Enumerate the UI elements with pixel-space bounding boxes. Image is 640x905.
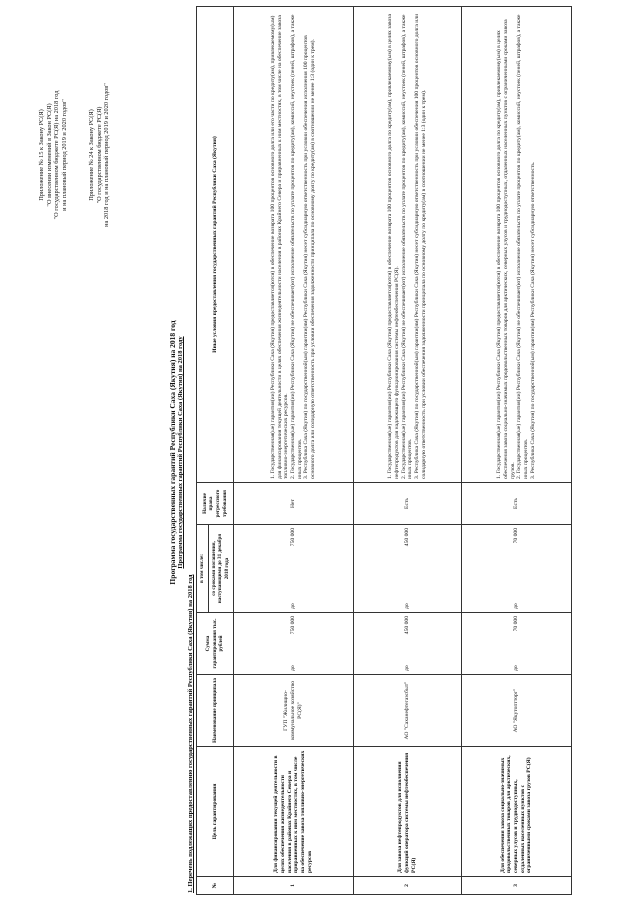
condition-item: 1. Государственная(ые) гарантия(ии) Республики Саха (Якутия) предоставляется(ются) в обеспечение возврата 100 процентов основного долга по кредиту(ам), привлекаемому(ым) в целях завоза нефтепродуктов для надлежащего функционирования системы нефтеобеспечения РС(Я). [387,14,400,479]
appendix-line: "О внесении изменений в Закон РС(Я) [45,103,53,207]
amount-prefix: до [289,665,296,671]
table-row [461,7,571,895]
amount-prefix: до [512,665,519,671]
cell-purpose: Для финансирования текущей деятельности в целях обеспечения жизнедеятельности населения в районах Крайнего Севера и приравненных к ним местностях, в том числе на обеспечение завоза топливно-энергетических ресурсов [233,747,353,877]
cell-num: 3 [461,877,571,895]
table-header-row [197,7,209,895]
cell-incl [461,525,571,613]
document-subtitle: Программа государственных гарантий Республики Саха (Якутия) на 2018 году [177,336,184,569]
condition-item: 1. Государственная(ые) гарантия(ии) Республики Саха (Якутия) предоставляется(ются) в обеспечение возврата 100 процентов основного долга по кредиту(ам), привлекаемому(ым) в целях обеспечения завоза социально-значимых продовольственных товаров для арктических, северных улусов и труднодоступных, отдаленных населенных пунктов с ограниченными сроками завоза грузов. [496,19,516,479]
incl-value: 70 000 [512,528,519,544]
table-row [233,7,353,895]
cell-regress: Есть [461,483,571,525]
header-num: № [197,877,234,895]
appendix-line: "О государственном бюджете РС(Я) на 2018 год [53,90,61,220]
cell-regress: Есть [353,483,461,525]
appendix-note-24 [88,15,111,295]
appendix-line: "О государственном бюджете РС(Я) [95,106,103,204]
cell-incl [353,525,461,613]
condition-item: 1. Государственная(ые) гарантия(ии) Республики Саха (Якутия) предоставляется(ются) в обеспечение возврата 100 процентов основного долга или его части по кредиту(ам), привлекаемому(ым) для финансирования текущей деятельности в целях обеспечения жизнедеятельности населения в районах Крайнего Севера и приравненных к ним местностях, в том числе на обеспечение завоза топливно-энергетических ресурсов. [269,15,290,479]
appendix-line: на 2018 год и на плановый период 2019 и 2020 годов" [103,83,111,227]
condition-item: 3. Республика Саха (Якутия) по государственной(ым) гарантии(ям) Республики Саха (Якутия) несет субсидиарную ответственность при условии обеспечения 100 процентов основного долга или солидарную ответственность при условии обеспечения задолженности принципала по основному долгу по кредиту(ам) в соотношении не менее 1:3 (один к трем). [414,13,427,479]
cell-amount [461,613,571,675]
guarantees-table [196,6,572,895]
condition-item: 2. Государственная(ые) гарантия(ии) Республики Саха (Якутия) не обеспечивает(ют) исполнение обязательств по уплате процентов по кредиту(ам), комиссий, неустоек (пеней, штрафов), а также иных процентов. [400,14,414,479]
cell-num: 2 [353,877,461,895]
amount-value: 750 000 [289,616,296,635]
cell-principal: АО "Якутоптторг" [461,675,571,747]
appendix-line: Приложение № 15 к Закону РС(Я) [38,109,45,201]
appendix-note-15 [38,15,68,295]
section-title: 1. Перечень подлежащих предоставлению государственных гарантий Республики Саха (Якутия) на 2018 год [187,574,194,893]
incl-value: 450 000 [403,528,410,547]
header-principal: Наименование принципала [197,675,234,747]
cell-num: 1 [233,877,353,895]
incl-prefix: до [289,603,296,609]
cell-purpose: Для обеспечения завоза социально-значимых продовольственных товаров для арктических, северных улусов и труднодоступных, отдаленных населенных пунктов с ограниченными сроками завоза грузов РС(Я) [461,747,571,877]
table-row [353,7,461,895]
cell-regress: Нет [233,483,353,525]
condition-item: 3. Республика Саха (Якутия) по государственной(ым) гарантии(ям) Республики Саха (Якутия) несет субсидиарную ответственность при условии обеспечения исполнения 100 процентов основного долга или солидарную ответственность при условии обеспечения задолженности принципала по основному долгу по кредиту(ам) в соотношении не менее 1:3 (один к трем). [303,35,317,479]
cell-amount [233,613,353,675]
cell-principal: ГУП "Жилищно-коммунальное хозяйство РС(Я)" [233,675,353,747]
header-incl-sub: со сроками погашения, наступающими до 31 декабря 2018 года [208,525,233,613]
cell-incl [233,525,353,613]
header-conditions: Иные условия предоставления государственных гарантий Республики Саха (Якутия) [197,7,234,483]
condition-item: 2. Государственная(ые) гарантия(ии) Республики Саха (Якутия) не обеспечивает(ют) исполнение обязательств по уплате процентов по кредиту(ам), комиссий, неустоек (пеней, штрафов), а также иных процентов. [516,14,530,479]
condition-item: 3. Республика Саха (Якутия) по государственной(ым) гарантии(ям) Республики Саха (Якутия) несет субсидиарную ответственность. [529,161,536,479]
incl-prefix: до [403,603,410,609]
amount-value: 70 000 [512,616,519,632]
amount-value: 450 000 [403,616,410,635]
condition-item: 2. Государственная(ые) гарантия(ии) Республики Саха (Якутия) не обеспечивает(ют) исполнение обязательств по уплате процентов по кредиту(ам), комиссий, неустоек (пеней, штрафов), а также иных процентов. [289,14,303,479]
cell-conditions [461,7,571,483]
cell-purpose: Для завоза нефтепродуктов для исполнения функций оператора системы нефтеобеспечения РС(Я) [353,747,461,877]
cell-conditions [233,7,353,483]
header-purpose: Цель гарантирования [197,747,234,877]
header-regress: Наличие права регрессного требования [197,483,234,525]
header-incl: в том числе: [197,525,209,613]
appendix-line: Приложение № 24 к Закону РС(Я) [88,109,95,201]
cell-conditions [353,7,461,483]
appendix-line: и на плановый период 2019 и 2020 годов" [60,99,68,211]
document-title: Программа государственных гарантий Республики Саха (Якутия) на 2018 год [168,320,177,585]
header-amount: Сумма гарантирования тыс. рублей [197,613,234,675]
incl-value: 750 000 [289,528,296,547]
incl-prefix: до [512,603,519,609]
cell-principal: АО "Саханефтегазсбыт" [353,675,461,747]
amount-prefix: до [403,665,410,671]
cell-amount [353,613,461,675]
